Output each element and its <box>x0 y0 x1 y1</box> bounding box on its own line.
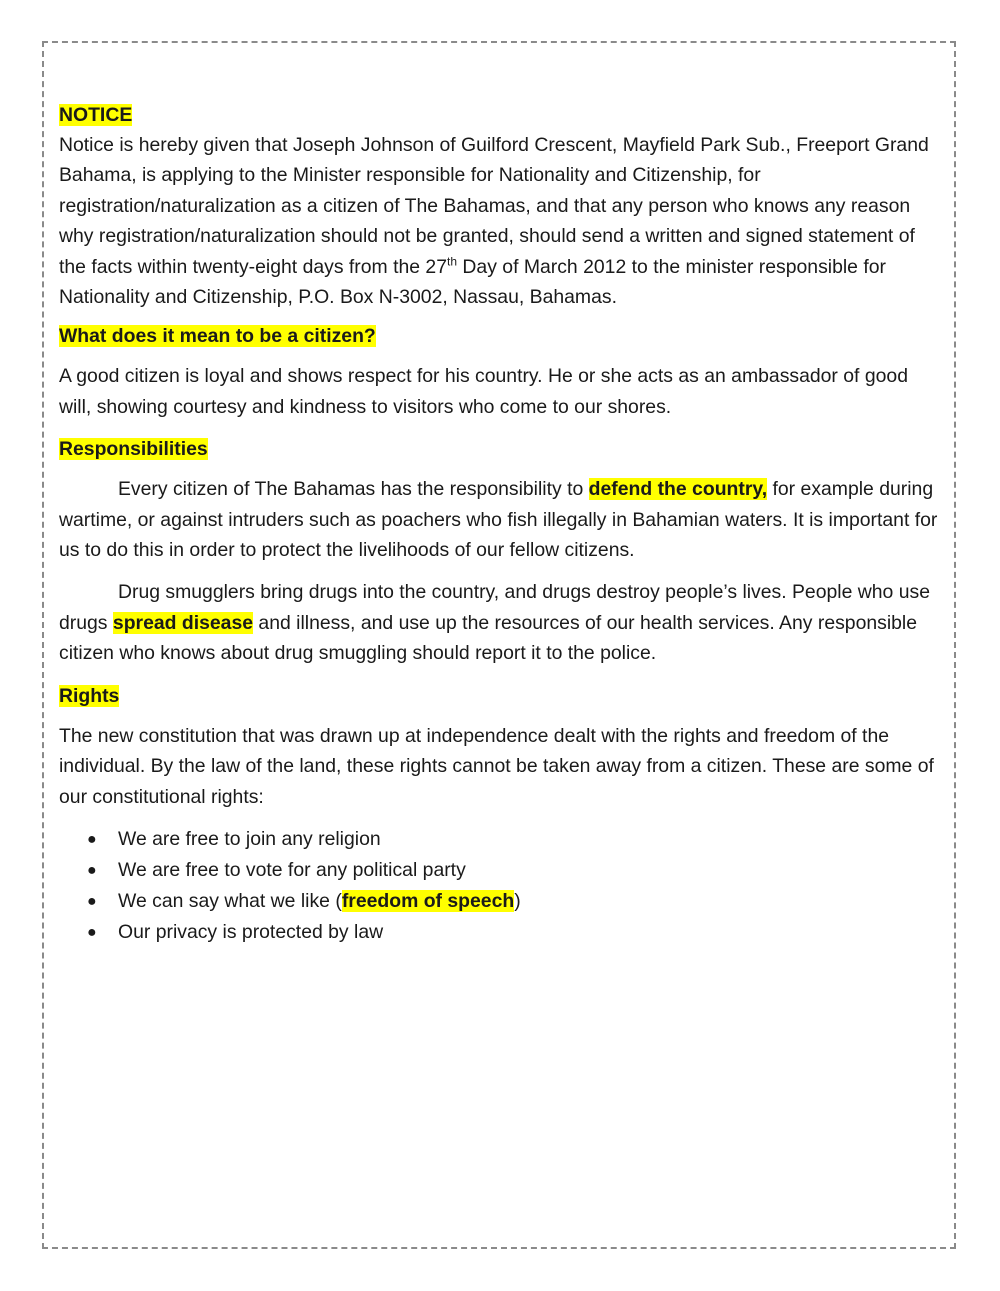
superscript-th: th <box>447 254 458 269</box>
list-item: ● We can say what we like (freedom of speech) <box>59 886 944 917</box>
list-item: ● Our privacy is protected by law <box>59 917 944 948</box>
rights-paragraph: The new constitution that was drawn up at independence dealt with the rights and freedom of the individual. By the law of the land, these rights cannot be taken away from a citizen. These are some of our constitutional rights: <box>59 724 934 808</box>
citizen-heading: What does it mean to be a citizen? <box>59 325 376 348</box>
responsibilities-paragraph-drugs: Drug smugglers bring drugs into the country, and drugs destroy people’s lives. People who use drugs spread disease and illness, and use up the resources of our health services. Any responsible citizen who knows about drug smuggling should report it to the police. <box>59 581 930 665</box>
bullet-icon: ● <box>87 830 97 848</box>
bullet-icon: ● <box>87 923 97 941</box>
notice-heading: NOTICE <box>59 104 133 126</box>
highlight-freedom-of-speech: freedom of speech <box>341 889 515 912</box>
highlight-defend-the-country: defend the country, <box>588 478 768 501</box>
list-item: ● We are free to join any religion <box>59 824 944 855</box>
document-body <box>59 100 944 948</box>
citizen-paragraph: A good citizen is loyal and shows respect for his country. He or she acts as an ambassador of good will, showing courtesy and kindness to visitors who come to our shores. <box>59 365 908 418</box>
bullet-icon: ● <box>87 892 97 910</box>
responsibilities-heading: Responsibilities <box>59 438 208 461</box>
rights-heading: Rights <box>59 684 120 707</box>
bullet-icon: ● <box>87 861 97 879</box>
notice-paragraph: Notice is hereby given that Joseph Johnson of Guilford Crescent, Mayfield Park Sub., Freeport Grand Bahama, is applying to the Minister responsible for Nationality and Citizenship, for registration/naturalization as a citizen of The Bahamas, and that any person who knows any reason why registration/naturalization should not be granted, should send a written and signed statement of the facts within twenty-eight days from the 27th Day of March 2012 to the minister responsible for Nationality and Citizenship, P.O. Box N-3002, Nassau, Bahamas. <box>59 134 929 309</box>
list-item: ● We are free to vote for any political party <box>59 855 944 886</box>
responsibilities-paragraph-defend: Every citizen of The Bahamas has the responsibility to defend the country, for example during wartime, or against intruders such as poachers who fish illegally in Bahamian waters. It is important for us to do this in order to protect the livelihoods of our fellow citizens. <box>59 478 938 562</box>
rights-list <box>59 824 944 948</box>
highlight-spread-disease: spread disease <box>112 611 254 634</box>
